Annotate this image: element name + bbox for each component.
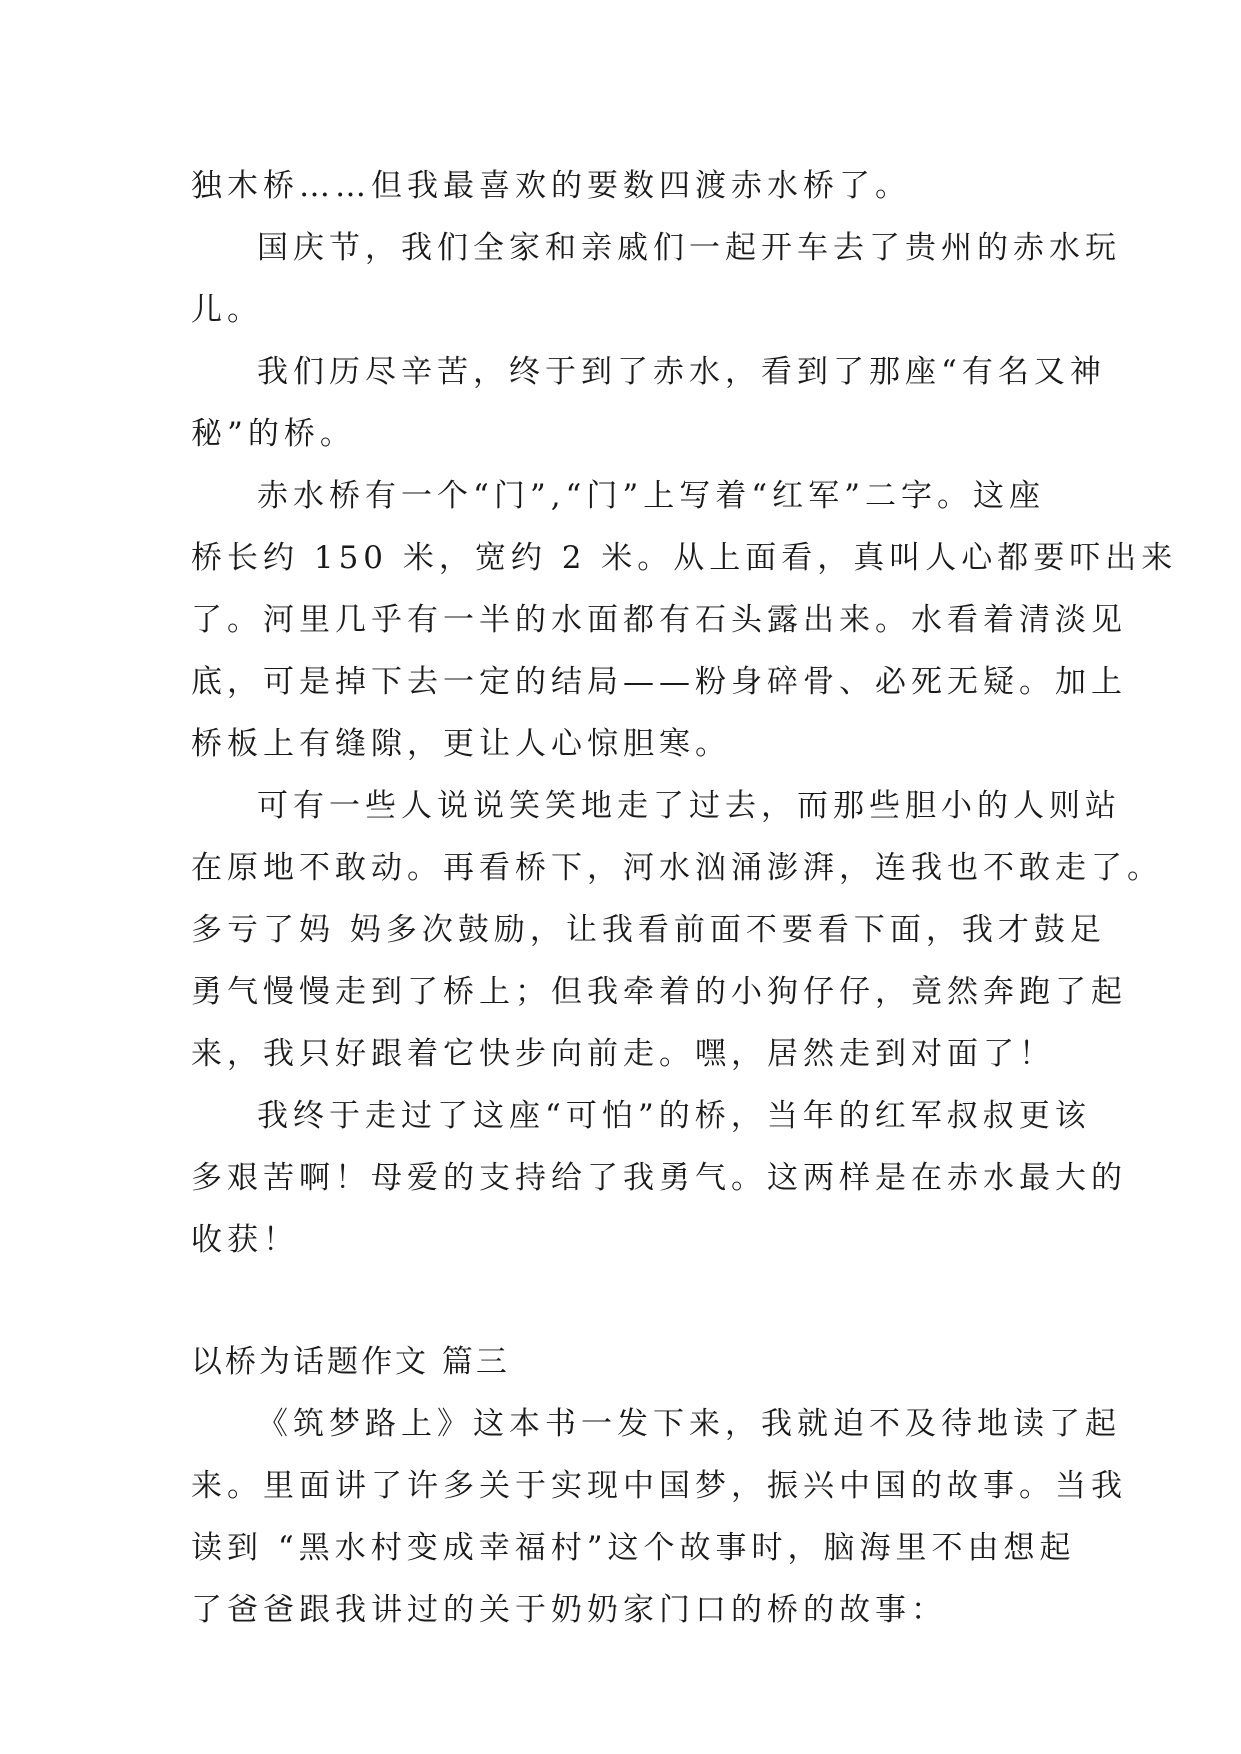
text-line: 独木桥……但我最喜欢的要数四渡赤水桥了。 (191, 168, 911, 204)
text-line: 了。河里几乎有一半的水面都有石头露出来。水看着清淡见 (191, 602, 1127, 638)
paragraph-start: 国庆节，我们全家和亲戚们一起开车去了贵州的赤水玩 (257, 230, 1121, 266)
document-page (191, 155, 1178, 1641)
paragraph-start: 《筑梦路上》这本书一发下来，我就迫不及待地读了起 (257, 1406, 1121, 1442)
text-line: 多艰苦啊！母爱的支持给了我勇气。这两样是在赤水最大的 (191, 1160, 1127, 1196)
paragraph-start: 我终于走过了这座“可怕”的桥，当年的红军叔叔更该 (257, 1098, 1091, 1134)
text-line: 读到 “黑水村变成幸福村”这个故事时，脑海里不由想起 (191, 1530, 1076, 1566)
text-line: 勇气慢慢走到了桥上；但我牵着的小狗仔仔，竟然奔跑了起 (191, 974, 1127, 1010)
paragraph-start: 赤水桥有一个“门”,“门”上写着“红军”二字。这座 (257, 478, 1045, 514)
text-line: 来，我只好跟着它快步向前走。嘿，居然走到对面了！ (191, 1036, 1055, 1072)
paragraph-start: 可有一些人说说笑笑地走了过去，而那些胆小的人则站 (257, 788, 1121, 824)
text-line: 收获！ (191, 1222, 299, 1258)
text-line: 底，可是掉下去一定的结局——粉身碎骨、必死无疑。加上 (191, 664, 1127, 700)
text-line: 儿。 (191, 292, 263, 328)
text-line: 了爸爸跟我讲过的关于奶奶家门口的桥的故事： (191, 1592, 947, 1628)
text-line: 桥板上有缝隙，更让人心惊胆寒。 (191, 726, 731, 762)
text-line: 桥长约 150 米，宽约 2 米。从上面看，真叫人心都要吓出来 (191, 540, 1178, 576)
text-line: 在原地不敢动。再看桥下，河水汹涌澎湃，连我也不敢走了。 (191, 850, 1163, 886)
paragraph-start: 我们历尽辛苦，终于到了赤水，看到了那座“有名又神 (257, 354, 1106, 390)
section-heading: 以桥为话题作文 篇三 (191, 1344, 510, 1380)
section-gap (191, 1271, 1059, 1331)
text-line: 来。里面讲了许多关于实现中国梦，振兴中国的故事。当我 (191, 1468, 1127, 1504)
text-line: 秘”的桥。 (191, 416, 356, 452)
text-line: 多亏了妈 妈多次鼓励，让我看前面不要看下面，我才鼓足 (191, 912, 1106, 948)
